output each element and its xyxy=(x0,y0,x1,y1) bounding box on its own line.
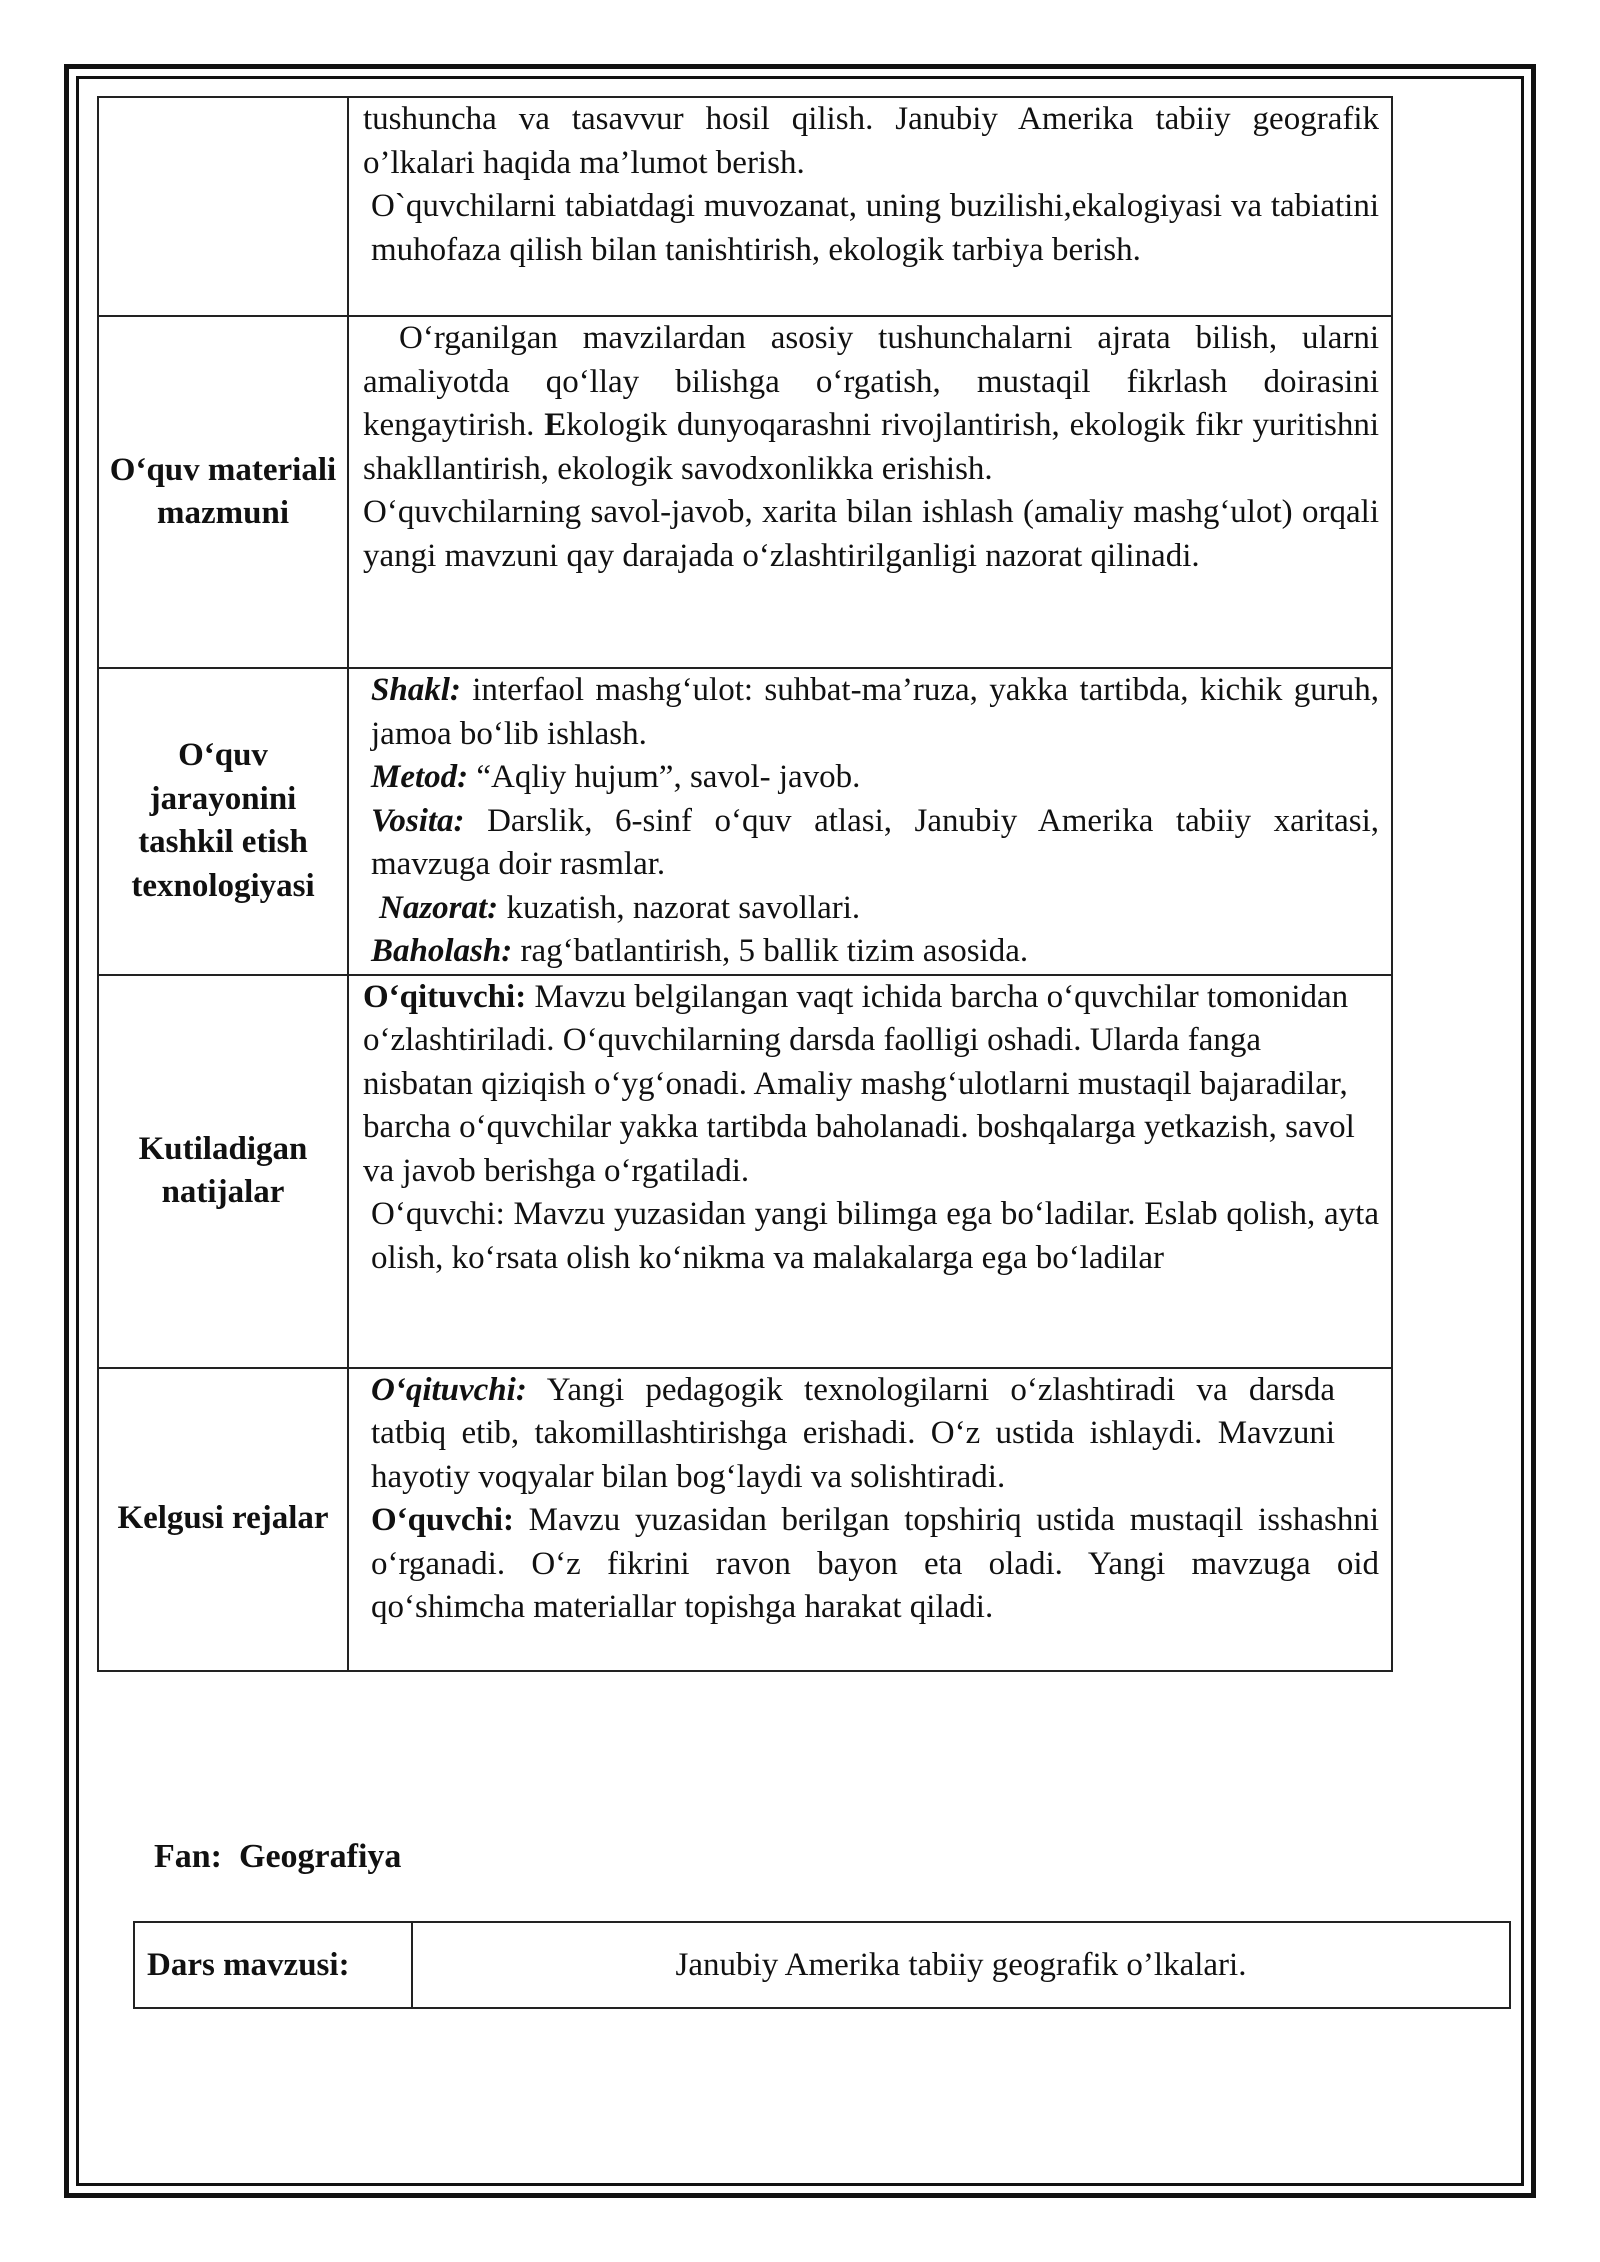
plan-paragraph xyxy=(363,1193,1379,1280)
text-segment: Darslik, 6-sinf o‘quv atlasi, Janubiy Amerika tabiiy xaritasi, mavzuga doir rasmlar. xyxy=(371,802,1379,882)
topic-label: Dars mavzusi: xyxy=(134,1922,412,2008)
plan-row-content xyxy=(348,668,1392,975)
subject-heading: Fan: Geografiya xyxy=(154,1838,402,1875)
text-segment: O`quvchilarni tabiatdagi muvozanat, uning buzilishi,ekalogiyasi va tabiatini muhofaza qilish bilan tanishtirish, ekologik tarbiya berish. xyxy=(371,188,1379,268)
field-label-shakl: Shakl: xyxy=(371,672,461,708)
text-segment: “Aqliy hujum”, savol- javob. xyxy=(468,759,861,795)
plan-row-objectives xyxy=(98,97,1392,316)
plan-paragraph xyxy=(363,491,1379,578)
text-segment: interfaol mashg‘ulot: suhbat-ma’ruza, yakka tartibda, kichik guruh, jamoa bo‘lib ishlash. xyxy=(371,672,1379,752)
plan-row-label xyxy=(98,97,348,316)
plan-paragraph xyxy=(363,930,1379,974)
plan-row-label: O‘quv jarayonini tashkil etish texnologiyasi xyxy=(98,668,348,975)
plan-row-label: Kelgusi rejalar xyxy=(98,1368,348,1671)
plan-paragraph xyxy=(363,669,1379,756)
text-segment: Yangi pedagogik texnologilarni o‘zlashtiradi va darsda tatbiq etib, takomillashtirishga erishadi. O‘z ustida ishlaydi. Mavzuni hayotiy voqyalar bilan bog‘laydi va solishtiradi. xyxy=(371,1371,1335,1495)
text-segment: O‘quvchilarning savol-javob, xarita bilan ishlash (amaliy mashg‘ulot) orqali yangi mavzuni qay darajada o‘zlashtirilganligi nazorat qilinadi. xyxy=(363,494,1379,574)
text-segment-bold: E xyxy=(544,407,567,443)
text-segment: Mavzu belgilangan vaqt ichida barcha o‘quvchilar tomonidan o‘zlashtiriladi. O‘quvchilarning darsda faolligi oshadi. Ularda fanga nisbatan qiziqish o‘yg‘onadi. Amaliy mashg‘ulotlarni mustaqil bajaradilar, barcha o‘quvchilar yakka tartibda baholanadi. boshqalarga yetkazish, savol va javob berishga o‘rgatiladi. xyxy=(363,978,1355,1189)
field-label-oquvchi: O‘quvchi: xyxy=(371,1502,515,1538)
plan-paragraph xyxy=(363,800,1379,887)
field-label-baholash: Baholash: xyxy=(371,933,513,969)
text-segment: kologik dunyoqarashni rivojlantirish, ekologik fikr yuritishni shakllantirish, ekologik savodxonlikka erishish. xyxy=(363,407,1379,487)
field-label-oqituvchi: O‘qituvchi: xyxy=(363,978,527,1015)
plan-paragraph xyxy=(363,317,1379,491)
text-segment: O‘quvchi: Mavzu yuzasidan yangi bilimga ega bo‘ladilar. Eslab qolish, ayta olish, ko‘rsata olish ko‘nikma va malakalarga ega bo‘ladilar xyxy=(371,1196,1379,1276)
field-label-vosita: Vosita: xyxy=(371,802,465,839)
field-label-metod: Metod: xyxy=(371,759,469,795)
plan-row-content xyxy=(348,975,1392,1368)
plan-row-label: O‘quv materiali mazmuni xyxy=(98,316,348,668)
plan-row-future-plans xyxy=(98,1368,1392,1671)
plan-paragraph xyxy=(363,1369,1379,1500)
plan-row-content xyxy=(348,1368,1392,1671)
plan-paragraph xyxy=(363,185,1379,272)
field-label-oqituvchi: O‘qituvchi: xyxy=(371,1371,527,1408)
lesson-plan-table xyxy=(97,96,1393,1672)
topic-value: Janubiy Amerika tabiiy geografik o’lkalari. xyxy=(412,1922,1510,2008)
plan-paragraph xyxy=(363,887,1379,931)
plan-paragraph xyxy=(363,1499,1379,1630)
plan-row-technology xyxy=(98,668,1392,975)
topic-row xyxy=(134,1922,1510,2008)
plan-paragraph xyxy=(363,976,1379,1194)
field-label-nazorat: Nazorat: xyxy=(379,889,499,926)
plan-row-material-content xyxy=(98,316,1392,668)
lesson-topic-table xyxy=(133,1921,1511,2009)
plan-row-label: Kutiladigan natijalar xyxy=(98,975,348,1368)
plan-row-expected-results xyxy=(98,975,1392,1368)
plan-paragraph xyxy=(363,98,1379,185)
text-segment: Mavzu yuzasidan berilgan topshiriq ustida mustaqil isshashni o‘rganadi. O‘z fikrini ravon bayon eta oladi. Yangi mavzuga oid qo‘shimcha materiallar topishga harakat qiladi. xyxy=(371,1502,1379,1625)
text-segment: tushuncha va tasavvur hosil qilish. Janubiy Amerika tabiiy geografik o’lkalari haqida ma’lumot berish. xyxy=(363,101,1379,181)
text-segment: O‘rganilgan mavzilardan asosiy tushunchalarni ajrata bilish, ularni amaliyotda qo‘llay bilishga o‘rgatish, mustaqil fikrlash doirasini kengaytirish. xyxy=(363,320,1379,443)
text-segment: rag‘batlantirish, 5 ballik tizim asosida. xyxy=(512,933,1029,969)
plan-row-content xyxy=(348,316,1392,668)
plan-row-content xyxy=(348,97,1392,316)
text-segment: kuzatish, nazorat savollari. xyxy=(498,889,861,926)
plan-paragraph xyxy=(363,756,1379,800)
